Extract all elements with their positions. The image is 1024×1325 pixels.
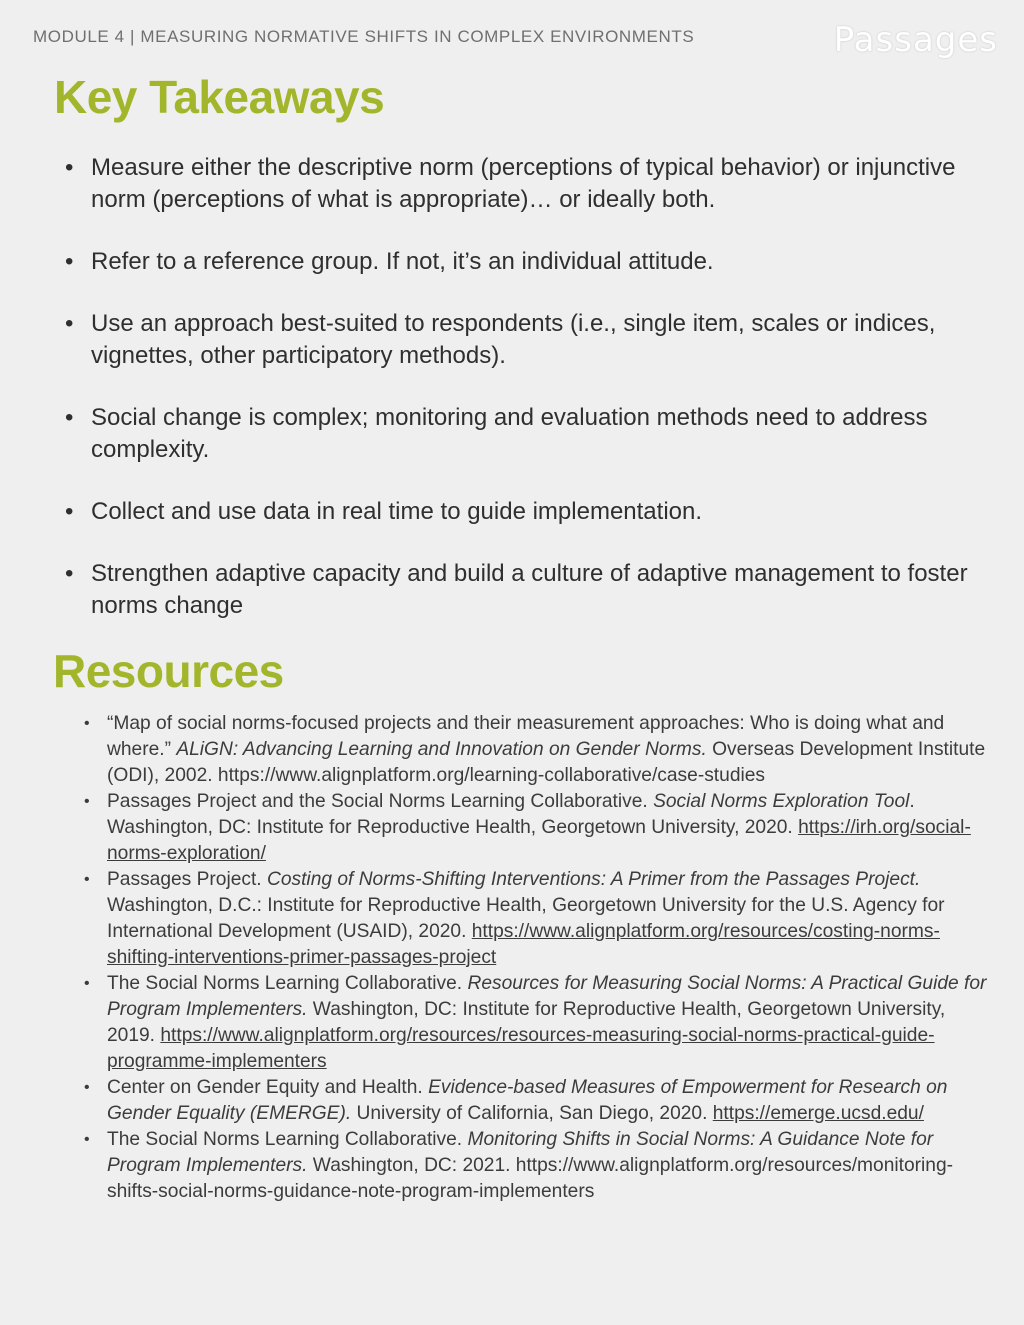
takeaway-item: • Refer to a reference group. If not, it’s an individual attitude. [62, 246, 997, 278]
key-takeaways-list [62, 152, 997, 652]
key-takeaways-heading: Key Takeaways [54, 71, 385, 123]
resource-title: Resources for Measuring Social Norms: A Practical Guide for Program Implementers. [107, 973, 987, 1020]
resource-item [82, 789, 992, 867]
resource-url: https://www.alignplatform.org/learning-collaborative/case-studies [217, 765, 766, 786]
takeaway-item: • Measure either the descriptive norm (perceptions of typical behavior) or injunctive norm (perceptions of what is appropriate)… or ideally both. [62, 152, 997, 216]
resource-text: Overseas Development Institute (ODI), 2002. [107, 739, 986, 786]
resources-heading: Resources [53, 645, 284, 697]
resource-item [82, 1075, 992, 1127]
resource-text: “Map of social norms-focused projects and their measurement approaches: Who is doing what and where.” [107, 713, 945, 760]
resources-list [82, 711, 992, 1205]
resource-text: University of California, San Diego, 2020. [351, 1103, 713, 1124]
takeaway-item: • Social change is complex; monitoring and evaluation methods need to address complexity. [62, 402, 997, 466]
resource-text: The Social Norms Learning Collaborative. [107, 1129, 468, 1150]
resource-text: Washington, DC: Institute for Reproductive Health, Georgetown University, 2019. [107, 999, 946, 1046]
resource-text: Washington, D.C.: Institute for Reproductive Health, Georgetown University for the U.S. Agency for International Development (USAID), 2020. [107, 895, 945, 942]
resource-item [82, 1127, 992, 1205]
resource-title: ALiGN: Advancing Learning and Innovation on Gender Norms. [176, 739, 707, 760]
resource-text: The Social Norms Learning Collaborative. [107, 973, 468, 994]
takeaway-item: • Collect and use data in real time to guide implementation. [62, 496, 997, 528]
takeaway-item: • Strengthen adaptive capacity and build a culture of adaptive management to foster norms change [62, 558, 997, 622]
resource-link[interactable]: https://emerge.ucsd.edu/ [712, 1103, 924, 1124]
resource-item [82, 971, 992, 1075]
resource-link[interactable]: https://www.alignplatform.org/resources/costing-norms-shifting-interventions-primer-passages-project [107, 921, 940, 968]
resource-link[interactable]: https://www.alignplatform.org/resources/resources-measuring-social-norms-practical-guide-programme-implementers [107, 1025, 935, 1072]
resource-text: Washington, DC: 2021. [307, 1155, 516, 1176]
resource-title: Social Norms Exploration Tool [653, 791, 910, 812]
resource-title: Monitoring Shifts in Social Norms: A Guidance Note for Program Implementers. [107, 1129, 934, 1176]
passages-logo: Passages [833, 20, 998, 60]
module-header: MODULE 4 | MEASURING NORMATIVE SHIFTS IN COMPLEX ENVIRONMENTS [33, 27, 695, 46]
resource-text: Center on Gender Equity and Health. [107, 1077, 429, 1098]
resource-url: https://www.alignplatform.org/resources/monitoring-shifts-social-norms-guidance-note-program-implementers [107, 1155, 954, 1202]
resource-text: Passages Project and the Social Norms Learning Collaborative. [107, 791, 654, 812]
takeaway-item: • Use an approach best-suited to respondents (i.e., single item, scales or indices, vignettes, other participatory methods). [62, 308, 997, 372]
resource-item [82, 711, 992, 789]
resource-text: Passages Project. [107, 869, 267, 890]
resource-title: Evidence-based Measures of Empowerment for Research on Gender Equality (EMERGE). [107, 1077, 948, 1124]
resource-item [82, 867, 992, 971]
resource-title: Costing of Norms-Shifting Interventions: A Primer from the Passages Project. [266, 869, 921, 890]
resource-text: . Washington, DC: Institute for Reproductive Health, Georgetown University, 2020. [107, 791, 915, 838]
resource-link[interactable]: https://irh.org/social-norms-exploration/ [107, 817, 971, 864]
